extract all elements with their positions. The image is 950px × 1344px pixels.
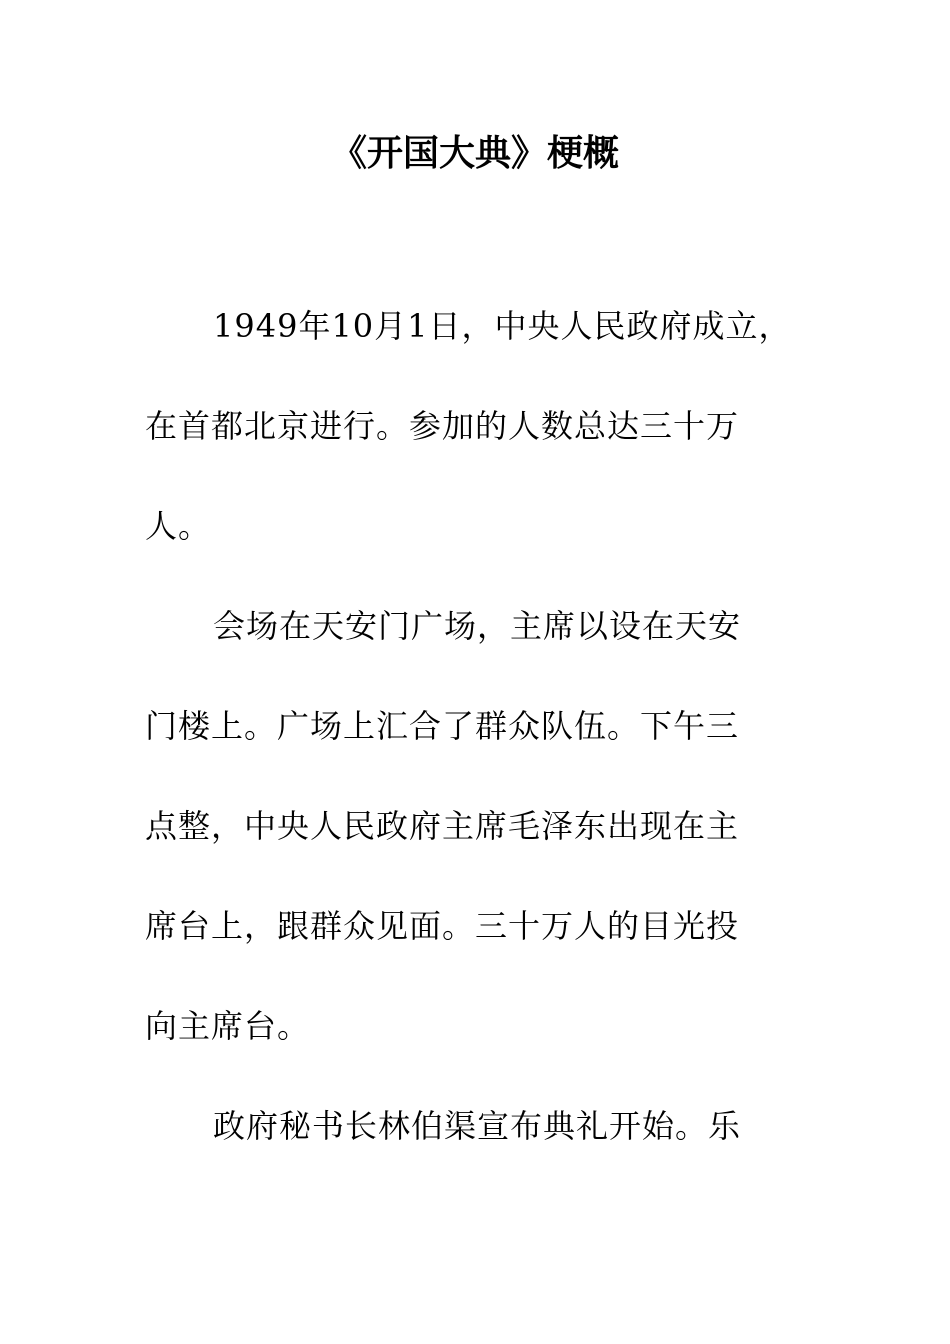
paragraph-2-line-1: 会场在天安门广场，主席以设在天安 <box>213 607 742 645</box>
paragraph-2-line-3: 点整，中央人民政府主席毛泽东出现在主 <box>145 807 740 845</box>
document-body <box>145 300 825 1200</box>
paragraph-1-line-2: 在首都北京进行。参加的人数总达三十万 <box>145 407 740 445</box>
paragraph-2-line-4: 席台上，跟群众见面。三十万人的目光投 <box>145 907 740 945</box>
paragraph-2-line-5: 向主席台。 <box>145 1007 311 1045</box>
paragraph-3-line-1: 政府秘书长林伯渠宣布典礼开始。乐 <box>213 1107 742 1145</box>
document-title: 《开国大典》梗概 <box>330 133 619 174</box>
paragraph-1-line-3: 人。 <box>145 507 212 545</box>
paragraph-2-line-2: 门楼上。广场上汇合了群众队伍。下午三 <box>145 707 740 745</box>
paragraph-1-line-1: 1949年10月1日，中央人民政府成立， <box>213 307 792 345</box>
